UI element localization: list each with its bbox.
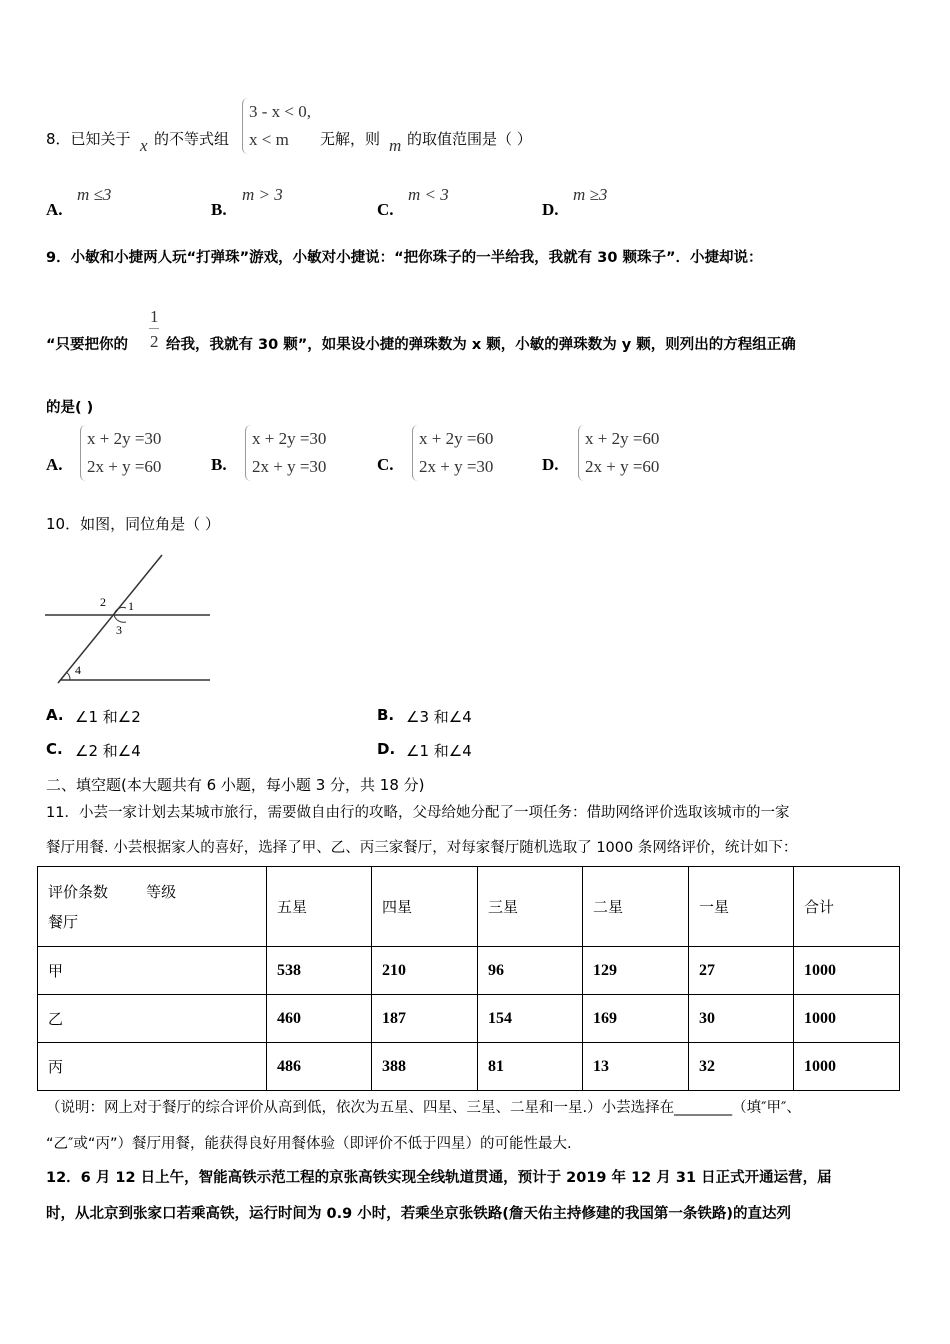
header-cell: 四星	[372, 867, 478, 947]
corner-bottom: 餐厅	[48, 912, 79, 931]
q8-var-m: m	[389, 136, 402, 155]
angle-arc-2	[114, 607, 126, 615]
cell: 169	[583, 995, 689, 1043]
header-cell: 一星	[689, 867, 794, 947]
header-cell: 五星	[267, 867, 372, 947]
q8-option-c-label: C.	[377, 200, 394, 219]
label-4: 4	[75, 663, 81, 677]
q10-option-b-label: B.	[377, 706, 395, 724]
q10-option-d-text: ∠1 和∠4	[406, 742, 472, 760]
header-cell: 三星	[478, 867, 583, 947]
q9-option-b-system	[245, 425, 326, 481]
cell: 486	[267, 1043, 372, 1091]
q9-frac-bar	[149, 328, 159, 329]
header-cell: 合计	[794, 867, 900, 947]
q8-stem-c: 无解，则	[320, 130, 381, 148]
q10-angle-figure	[40, 550, 215, 686]
q10-option-a-text: ∠1 和∠2	[75, 708, 141, 726]
q8-ineq-2: x < m	[249, 130, 289, 149]
q8-option-a-label: A.	[46, 200, 63, 219]
q10-option-a-label: A.	[46, 706, 64, 724]
q8-option-d-expr: m ≥3	[573, 185, 608, 204]
eq2: 2x + y =30	[419, 457, 494, 476]
corner-cell	[38, 867, 267, 947]
q9-option-c-system	[412, 425, 493, 481]
q10-option-c-text: ∠2 和∠4	[75, 742, 141, 760]
q9-option-b-label: B.	[211, 455, 227, 474]
q9-frac-num: 1	[150, 307, 159, 326]
cell: 1000	[794, 1043, 900, 1091]
q9-option-c-label: C.	[377, 455, 394, 474]
row-name: 乙	[38, 995, 267, 1043]
table-row	[38, 947, 900, 995]
q11-note-line1: （说明：网上对于餐厅的综合评价从高到低，依次为五星、四星、三星、二星和一星.）小芸选择在________（填″甲″、	[46, 1100, 801, 1116]
q9-line2a: “只要把你的	[46, 337, 129, 353]
cell: 96	[478, 947, 583, 995]
cell: 154	[478, 995, 583, 1043]
eq2: 2x + y =30	[252, 457, 327, 476]
transversal-line	[58, 555, 162, 683]
label-3: 3	[116, 623, 122, 637]
q12-line1: 12．6 月 12 日上午，智能高铁示范工程的京张高铁实现全线轨道贯通，预计于 2019 年 12 月 31 日正式开通运营，届	[46, 1170, 832, 1186]
row-name: 丙	[38, 1043, 267, 1091]
q9-line2b: 给我，我就有 30 颗”，如果设小捷的弹珠数为 x 颗，小敏的弹珠数为 y 颗，则列出的方程组正确	[166, 337, 796, 353]
eq1: x + 2y =30	[87, 429, 162, 448]
q9-line1: 9．小敏和小捷两人玩“打弹珠”游戏，小敏对小捷说：“把你珠子的一半给我，我就有 30 颗珠子”．小捷却说：	[46, 250, 763, 266]
q10-option-d-label: D.	[377, 740, 396, 758]
q8-stem-a: 8．已知关于	[46, 130, 131, 148]
label-1: 1	[128, 599, 134, 613]
cell: 129	[583, 947, 689, 995]
q11-line1: 11．小芸一家计划去某城市旅行，需要做自由行的攻略，父母给她分配了一项任务：借助网络评价选取该城市的一家	[46, 805, 790, 821]
cell: 1000	[794, 947, 900, 995]
table-row	[38, 995, 900, 1043]
q8-option-a-expr: m ≤3	[77, 185, 112, 204]
q8-inequality-system	[242, 98, 311, 154]
table-row	[38, 1043, 900, 1091]
q11-review-table	[37, 866, 900, 1091]
cell: 187	[372, 995, 478, 1043]
section-heading: 二、填空题(本大题共有 6 小题，每小题 3 分，共 18 分)	[46, 776, 425, 794]
corner-top: 评价条数 等级	[48, 882, 177, 901]
cell: 1000	[794, 995, 900, 1043]
q10-option-b-text: ∠3 和∠4	[406, 708, 472, 726]
cell: 27	[689, 947, 794, 995]
q10-stem: 10．如图，同位角是（ ）	[46, 515, 220, 533]
q9-frac-den: 2	[150, 332, 159, 351]
q11-note-line2: “乙″或“丙”）餐厅用餐，能获得良好用餐体验（即评价不低于四星）的可能性最大.	[46, 1136, 572, 1152]
q9-option-a-system	[80, 425, 161, 481]
cell: 13	[583, 1043, 689, 1091]
q8-option-d-label: D.	[542, 200, 559, 219]
q8-option-c-expr: m < 3	[408, 185, 449, 204]
row-name: 甲	[38, 947, 267, 995]
eq2: 2x + y =60	[585, 457, 660, 476]
label-2: 2	[100, 595, 106, 609]
header-cell: 二星	[583, 867, 689, 947]
eq1: x + 2y =60	[419, 429, 494, 448]
angle-arc-3	[114, 615, 126, 622]
q8-var-x: x	[140, 136, 148, 155]
q12-line2: 时，从北京到张家口若乘高铁，运行时间为 0.9 小时，若乘坐京张铁路(詹天佑主持修建的我国第一条铁路)的直达列	[46, 1206, 792, 1222]
cell: 538	[267, 947, 372, 995]
q9-option-d-system	[578, 425, 659, 481]
q9-line3: 的是( )	[46, 400, 94, 416]
q9-option-a-label: A.	[46, 455, 63, 474]
cell: 32	[689, 1043, 794, 1091]
q8-option-b-expr: m > 3	[242, 185, 283, 204]
cell: 30	[689, 995, 794, 1043]
table-header-row	[38, 867, 900, 947]
eq1: x + 2y =60	[585, 429, 660, 448]
q8-ineq-1: 3 - x < 0,	[249, 102, 311, 121]
q8-option-b-label: B.	[211, 200, 227, 219]
eq1: x + 2y =30	[252, 429, 327, 448]
cell: 81	[478, 1043, 583, 1091]
q11-line2: 餐厅用餐. 小芸根据家人的喜好，选择了甲、乙、丙三家餐厅，对每家餐厅随机选取了 1000 条网络评价，统计如下：	[46, 840, 798, 856]
q10-option-c-label: C.	[46, 740, 63, 758]
cell: 460	[267, 995, 372, 1043]
q8-stem-b: 的不等式组	[154, 130, 230, 148]
cell: 388	[372, 1043, 478, 1091]
eq2: 2x + y =60	[87, 457, 162, 476]
q8-stem-d: 的取值范围是（ ）	[407, 130, 532, 148]
cell: 210	[372, 947, 478, 995]
q9-option-d-label: D.	[542, 455, 559, 474]
